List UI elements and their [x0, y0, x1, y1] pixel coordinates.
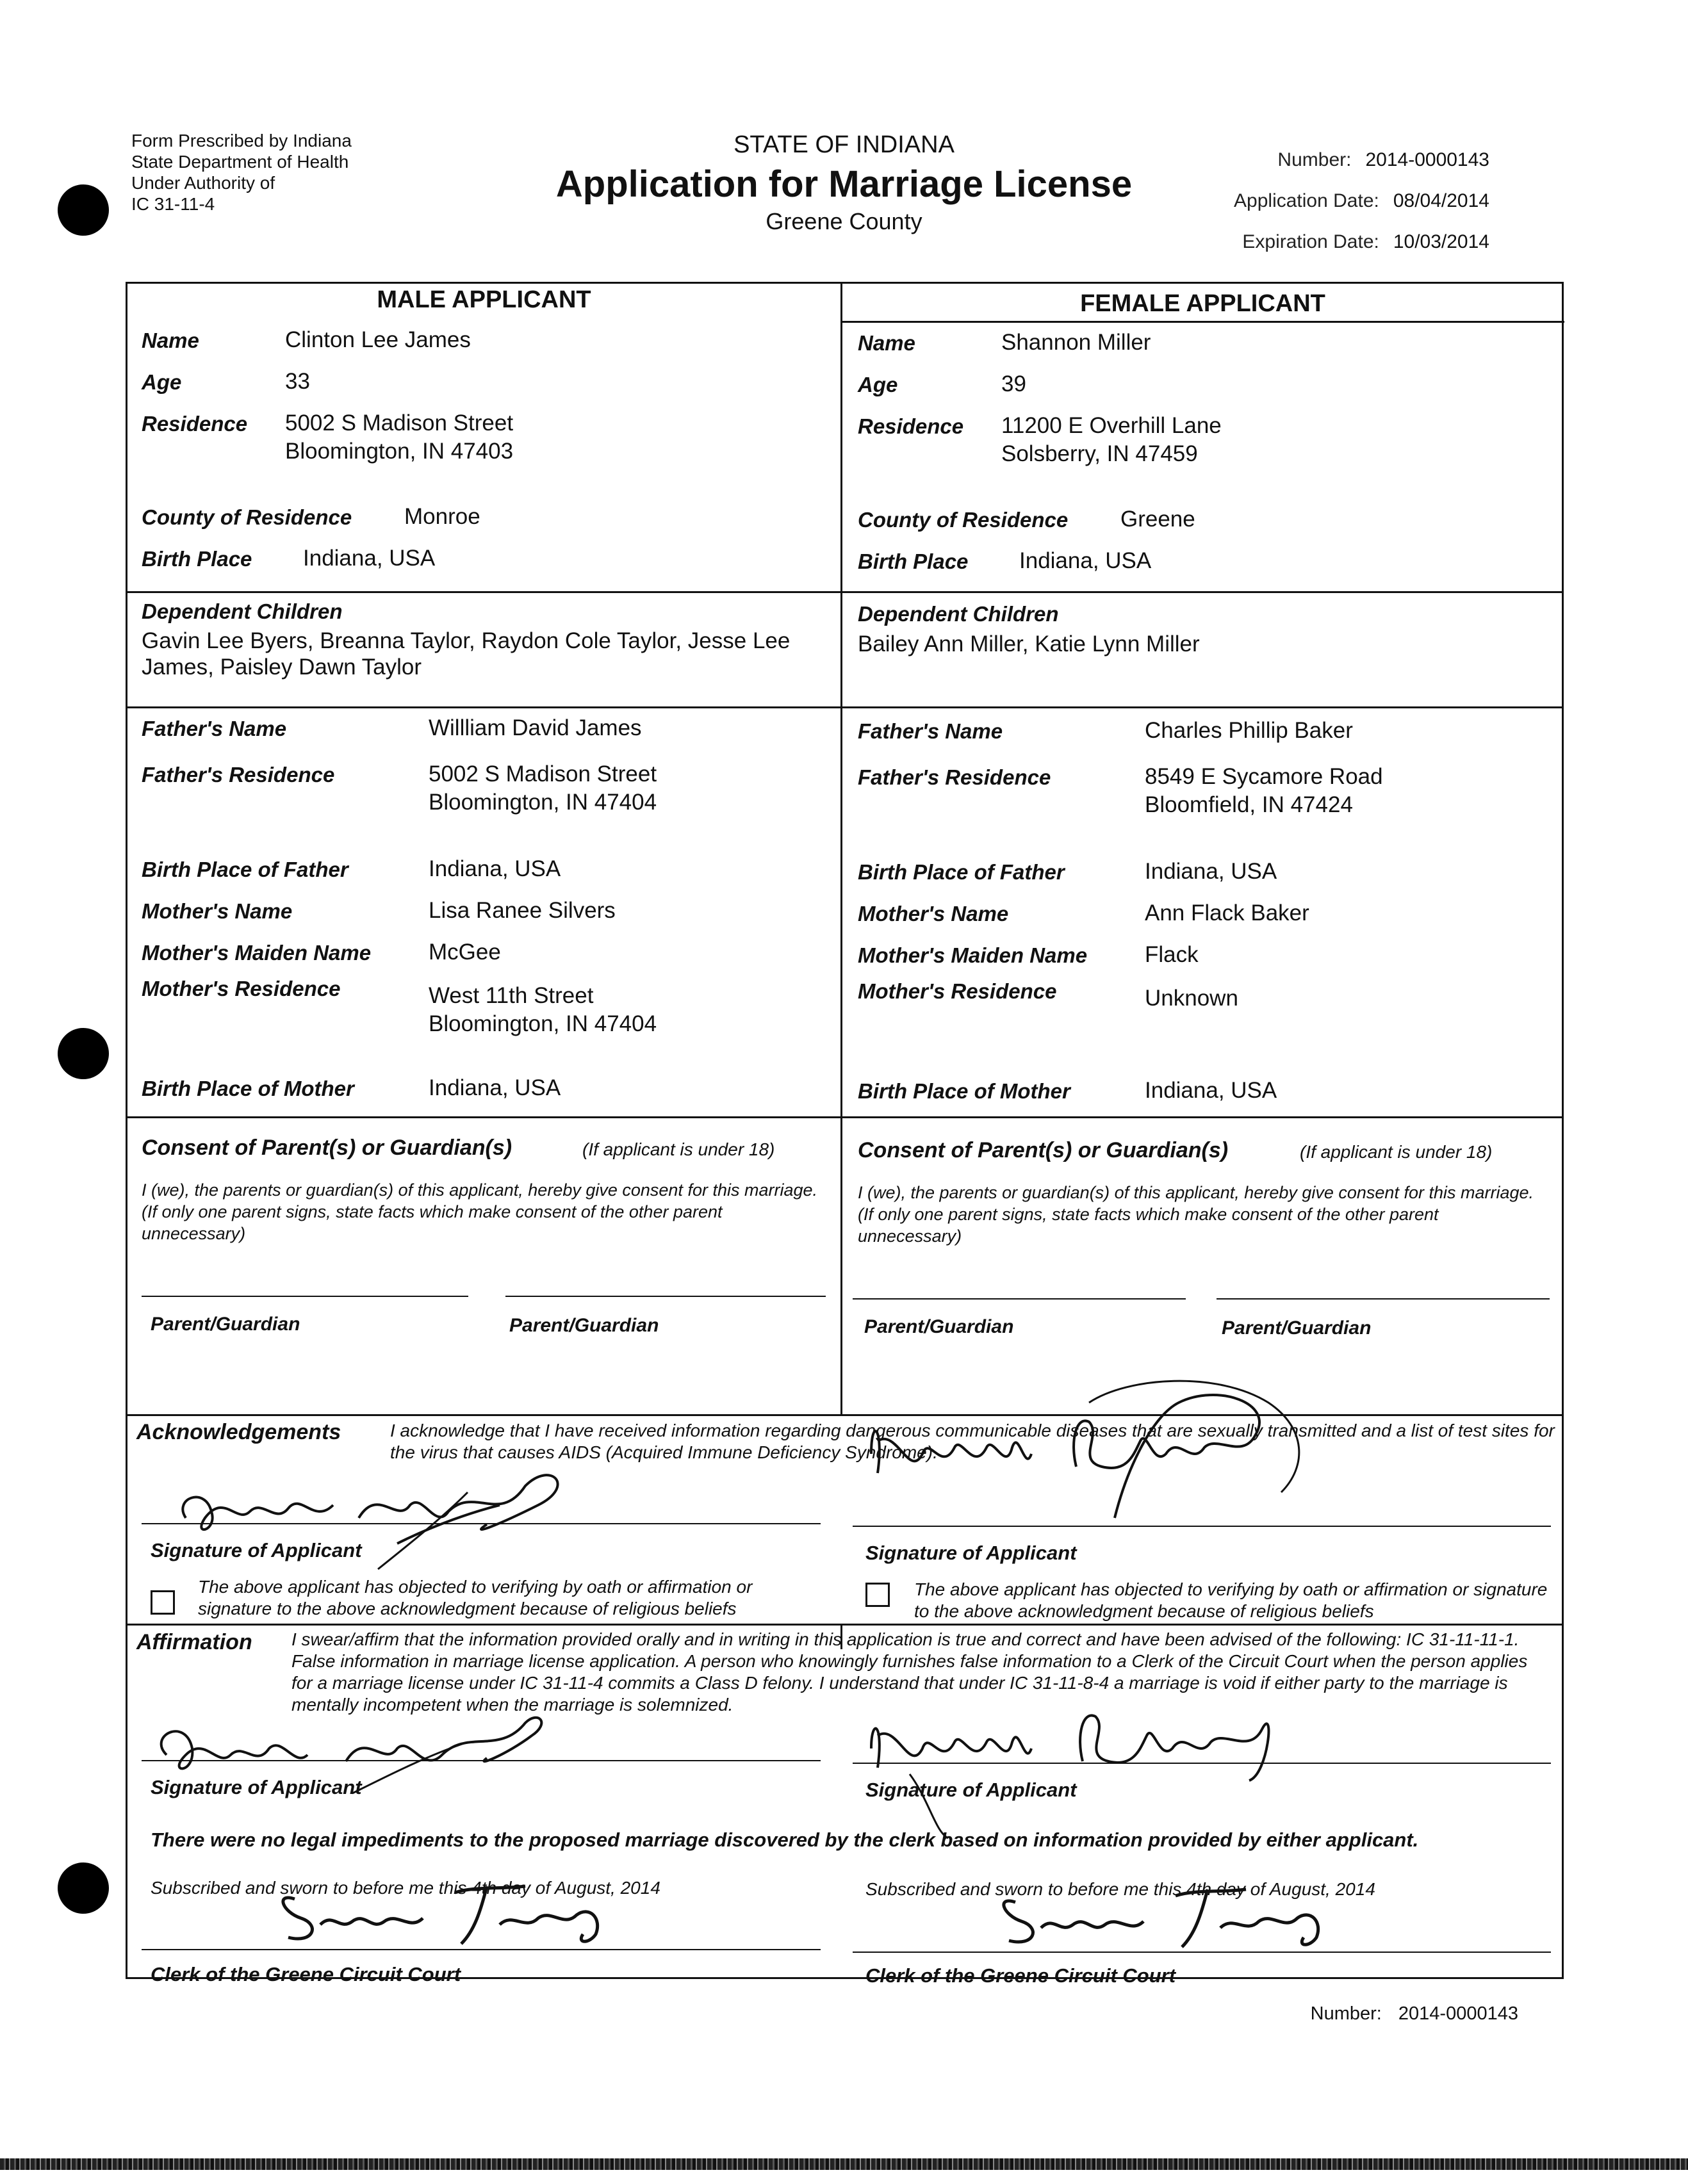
female-age-label: Age: [858, 373, 898, 396]
female-fathers-residence-label: Father's Residence: [858, 765, 1051, 789]
male-consent-text: I (we), the parents or guardian(s) of this applicant, hereby give consent for this marriage. (If only one parent signs, state facts which make consent of the other parent unnecessary): [142, 1180, 818, 1243]
female-consent-title: Consent of Parent(s) or Guardian(s): [858, 1138, 1229, 1162]
female-mothers-maiden: Flack: [1145, 942, 1199, 967]
section-divider: [127, 1116, 1562, 1118]
male-parent-guardian-label: Parent/Guardian: [151, 1314, 300, 1335]
female-county-label: County of Residence: [858, 508, 1069, 532]
female-applicant-header: FEMALE APPLICANT: [1080, 290, 1325, 317]
male-name-label: Name: [142, 329, 199, 352]
male-mothers-residence-line1: West 11th Street: [429, 983, 594, 1008]
state-name: STATE OF INDIANA: [733, 131, 955, 158]
female-residence-line1: 11200 E Overhill Lane: [1001, 413, 1222, 438]
header-divider: [840, 321, 1564, 323]
female-fathers-name-label: Father's Name: [858, 719, 1003, 743]
female-consent-note: (If applicant is under 18): [1300, 1142, 1493, 1162]
section-divider: [127, 706, 1562, 708]
male-birth-place-father: Indiana, USA: [429, 856, 561, 881]
number-label: Number:: [1277, 149, 1352, 170]
female-mothers-name: Ann Flack Baker: [1145, 900, 1309, 925]
female-affirmation-signature-label: Signature of Applicant: [865, 1779, 1077, 1801]
male-signature-of-applicant-label: Signature of Applicant: [151, 1539, 362, 1561]
female-fathers-name: Charles Phillip Baker: [1145, 718, 1353, 743]
female-clerk-label: Clerk of the Greene Circuit Court: [865, 1964, 1176, 1987]
female-birth-place-father-label: Birth Place of Father: [858, 860, 1065, 884]
male-age: 33: [285, 369, 310, 394]
male-objection-text: The above applicant has objected to verifying by oath or affirmation or signature to the above acknowledgment because of religious beliefs: [198, 1577, 753, 1618]
male-applicant-header: MALE APPLICANT: [377, 286, 591, 313]
footer-number-label: Number:: [1310, 2003, 1382, 2024]
scan-edge-artifact: [0, 2158, 1688, 2170]
male-mothers-residence-label: Mother's Residence: [142, 977, 341, 1000]
page-title: Application for Marriage License: [555, 163, 1133, 205]
female-mothers-residence-label: Mother's Residence: [858, 979, 1057, 1003]
application-number: 2014-0000143: [1365, 149, 1489, 170]
authority-line: Under Authority of: [131, 173, 275, 193]
male-name: Clinton Lee James: [285, 327, 471, 352]
column-divider: [840, 284, 842, 1414]
female-birth-place-father: Indiana, USA: [1145, 859, 1277, 884]
male-clerk-label: Clerk of the Greene Circuit Court: [151, 1963, 461, 1985]
female-signature-of-applicant-label: Signature of Applicant: [865, 1542, 1077, 1564]
male-residence-line1: 5002 S Madison Street: [285, 411, 514, 436]
male-fathers-residence-label: Father's Residence: [142, 763, 335, 786]
clerk-signature-right: [990, 1877, 1348, 1960]
female-signature-ack: [858, 1377, 1339, 1569]
application-date-label: Application Date:: [1234, 190, 1379, 211]
male-birth-place-label: Birth Place: [142, 547, 252, 571]
female-residence-label: Residence: [858, 414, 964, 438]
male-mothers-residence-line2: Bloomington, IN 47404: [429, 1011, 657, 1036]
female-age: 39: [1001, 371, 1026, 396]
male-birth-place: Indiana, USA: [303, 546, 436, 571]
footer-number: [1311, 2003, 1518, 2025]
male-residence-line2: Bloomington, IN 47403: [285, 439, 514, 464]
female-fathers-residence-line2: Bloomfield, IN 47424: [1145, 792, 1353, 817]
female-parent-signature-line: [1217, 1298, 1550, 1300]
section-divider: [127, 1414, 1562, 1416]
authority-line: Form Prescribed by Indiana: [131, 131, 352, 151]
female-birth-place-label: Birth Place: [858, 550, 969, 573]
punch-hole-bottom: [58, 1862, 109, 1914]
male-signature-ack: [167, 1447, 615, 1576]
male-objection-checkbox[interactable]: [151, 1590, 175, 1615]
female-name: Shannon Miller: [1001, 330, 1151, 355]
county-name: Greene County: [766, 208, 922, 234]
affirmation-text: I swear/affirm that the information provided orally and in writing in this application is true and correct and have been advised of the following: IC 31-11-11-1. False information in marriage license application. A person who knowingly furnishes false information to a Clerk of the Circuit Court when the person applies for a marriage license under IC 31-11-4 commits a Class D felony. I understand that under IC 31-11-8-4 a marriage is void if either party to the marriage is mentally incompetent when the marriage is solemnized.: [291, 1629, 1528, 1715]
female-mothers-residence: Unknown: [1145, 986, 1238, 1011]
impediments-statement: There were no legal impediments to the proposed marriage discovered by the clerk based on information provided by either applicant.: [151, 1829, 1419, 1851]
male-affirmation-signature-label: Signature of Applicant: [151, 1776, 362, 1798]
male-fathers-name: Willliam David James: [429, 715, 642, 740]
acknowledgements-title: Acknowledgements: [136, 1420, 341, 1444]
female-consent-text: I (we), the parents or guardian(s) of this applicant, hereby give consent for this marriage. (If only one parent signs, state facts which make consent of the other parent unnecessary): [858, 1183, 1534, 1246]
male-consent-title: Consent of Parent(s) or Guardian(s): [142, 1136, 512, 1160]
male-subscribed-text: Subscribed and sworn to before me this 4th day of August, 2014: [151, 1878, 660, 1898]
male-mothers-maiden: McGee: [429, 940, 501, 965]
male-residence-label: Residence: [142, 412, 248, 436]
female-dependent-children-label: Dependent Children: [858, 602, 1059, 626]
affirmation-title: Affirmation: [136, 1630, 252, 1654]
female-parent-signature-line: [853, 1298, 1186, 1300]
male-county: Monroe: [404, 504, 480, 529]
male-birth-place-father-label: Birth Place of Father: [142, 858, 348, 881]
female-parent-guardian-label: Parent/Guardian: [864, 1316, 1014, 1337]
female-birth-place: Indiana, USA: [1019, 548, 1152, 573]
punch-hole-middle: [58, 1028, 109, 1079]
footer-number-value: 2014-0000143: [1398, 2003, 1518, 2024]
male-birth-place-mother: Indiana, USA: [429, 1075, 561, 1100]
female-name-label: Name: [858, 331, 915, 355]
section-divider: [127, 1624, 1562, 1626]
female-parent-guardian-label: Parent/Guardian: [1222, 1317, 1372, 1339]
male-signature-affirmation: [141, 1697, 589, 1800]
female-mothers-name-label: Mother's Name: [858, 902, 1009, 925]
female-mothers-maiden-label: Mother's Maiden Name: [858, 943, 1088, 967]
female-birth-place-mother: Indiana, USA: [1145, 1078, 1277, 1103]
female-residence-line2: Solsberry, IN 47459: [1001, 441, 1198, 466]
application-date: 08/04/2014: [1393, 190, 1489, 211]
female-fathers-residence-line1: 8549 E Sycamore Road: [1145, 764, 1383, 789]
male-mothers-maiden-label: Mother's Maiden Name: [142, 941, 372, 965]
male-mothers-name: Lisa Ranee Silvers: [429, 898, 616, 923]
male-county-label: County of Residence: [142, 505, 352, 529]
male-mothers-name-label: Mother's Name: [142, 899, 293, 923]
female-objection-text: The above applicant has objected to verifying by oath or affirmation or signature to the above acknowledgment because of religious beliefs: [914, 1579, 1548, 1621]
male-dependent-children: Gavin Lee Byers, Breanna Taylor, Raydon Cole Taylor, Jesse Lee James, Paisley Dawn Taylor: [142, 628, 791, 680]
application-meta: [1234, 140, 1489, 263]
male-parent-signature-line: [142, 1296, 468, 1297]
female-objection-checkbox[interactable]: [865, 1583, 890, 1607]
expiration-date: 10/03/2014: [1393, 231, 1489, 252]
authority-line: IC 31-11-4: [131, 194, 215, 214]
female-dependent-children: Bailey Ann Miller, Katie Lynn Miller: [858, 632, 1200, 656]
section-divider: [127, 591, 1562, 593]
male-age-label: Age: [142, 370, 182, 394]
male-fathers-residence-line2: Bloomington, IN 47404: [429, 790, 657, 815]
female-subscribed-text: Subscribed and sworn to before me this 4th day of August, 2014: [865, 1879, 1375, 1899]
male-consent-note: (If applicant is under 18): [582, 1139, 775, 1159]
clerk-signature-left: [269, 1873, 628, 1957]
authority-line: State Department of Health: [131, 152, 349, 172]
female-birth-place-mother-label: Birth Place of Mother: [858, 1079, 1070, 1103]
male-parent-signature-line: [505, 1296, 826, 1297]
male-fathers-residence-line1: 5002 S Madison Street: [429, 762, 657, 786]
expiration-date-label: Expiration Date:: [1242, 231, 1379, 252]
male-dependent-children-label: Dependent Children: [142, 599, 343, 623]
male-parent-guardian-label: Parent/Guardian: [509, 1315, 659, 1336]
male-fathers-name-label: Father's Name: [142, 717, 287, 740]
male-birth-place-mother-label: Birth Place of Mother: [142, 1077, 354, 1100]
acknowledgements-text: I acknowledge that I have received information regarding dangerous communicable diseases that are sexually transmitted and a list of test sites for the virus that causes AIDS (Acquired Immune Deficiency Syndrome).: [390, 1421, 1555, 1462]
female-signature-affirmation: [858, 1678, 1307, 1845]
female-county: Greene: [1120, 507, 1195, 532]
